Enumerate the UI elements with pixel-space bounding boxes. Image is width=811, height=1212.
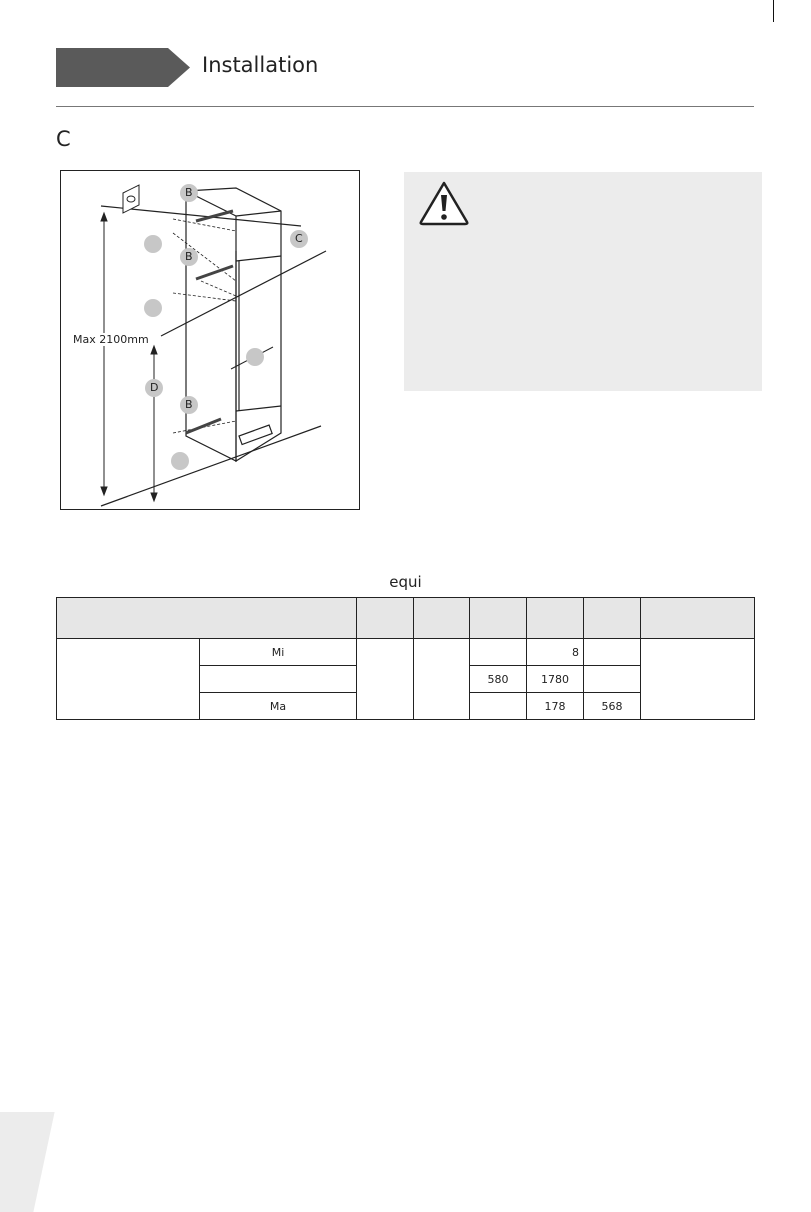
table-cell [641,639,755,720]
table-cell [470,693,527,720]
section-tab [56,48,190,87]
header-cell [414,598,470,639]
marker-b-top: B [185,186,193,199]
header-divider [56,106,754,107]
warning-triangle-icon [418,180,470,226]
table-cell: 178 [527,693,584,720]
table-caption: equi [389,573,422,591]
table-cell: 1780 [527,666,584,693]
row-label [200,666,357,693]
header-cell [357,598,414,639]
marker-d: D [150,381,159,394]
table-header-row [57,598,755,639]
table-cell [584,639,641,666]
row-label: Mi [200,639,357,666]
table-cell [470,639,527,666]
header-cell [584,598,641,639]
header-cell [470,598,527,639]
table-cell [414,639,470,720]
dimensions-table [56,597,755,720]
crop-mark [773,0,774,22]
installation-diagram [60,170,360,510]
marker-b-bottom: B [185,398,193,411]
table-cell: 568 [584,693,641,720]
warning-box [404,172,762,391]
page-title: Installation [202,53,319,77]
section-heading: C [56,127,71,151]
table-cell [57,639,200,720]
header-cell [527,598,584,639]
marker-b-middle: B [185,250,193,263]
marker-c: C [295,232,303,245]
table-cell [357,639,414,720]
table-cell: 580 [470,666,527,693]
header-cell [57,598,357,639]
table-cell [584,666,641,693]
max-height-label: Max 2100mm [73,333,149,346]
row-label: Ma [200,693,357,720]
table-row [57,639,755,666]
header-cell [641,598,755,639]
page-corner-shape [0,1112,55,1212]
table-cell: 8 [527,639,584,666]
